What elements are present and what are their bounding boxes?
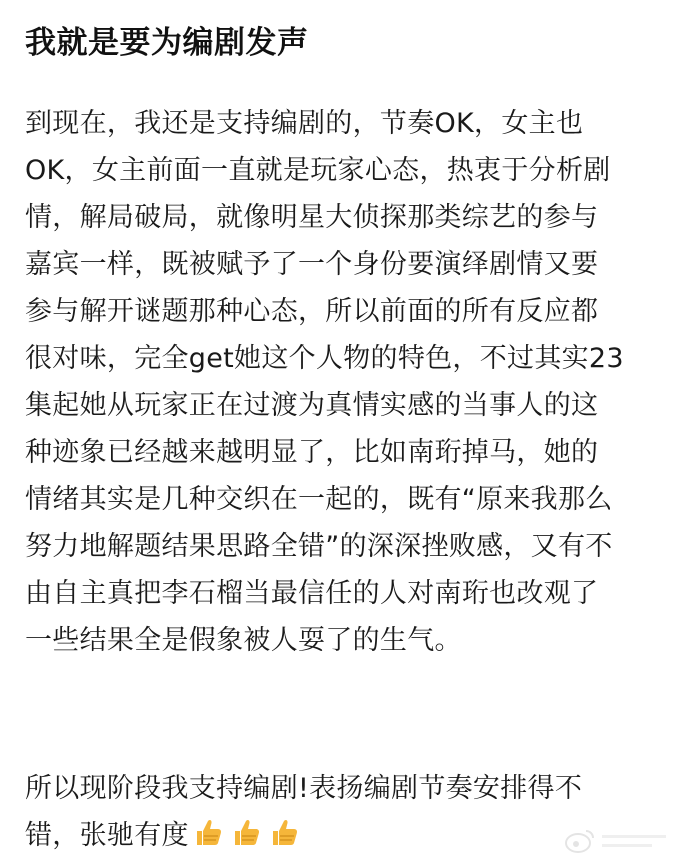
paragraph-line: 一些结果全是假象被人耍了的生气。 [25,625,462,656]
thumbs-up-emoji-group [191,816,305,865]
thumbs-up-icon [267,816,301,850]
paragraph-line: 很对味，完全get她这个人物的特色，不过其实23 [25,343,624,374]
paragraph-line: 努力地解题结果思路全错”的深深挫败感，又有不 [25,531,613,562]
thumbs-up-icon [229,816,263,850]
paragraph-line: 集起她从玩家正在过渡为真情实感的当事人的这 [25,390,599,421]
paragraph-line: 参与解开谜题那种心态，所以前面的所有反应都 [25,296,599,327]
post-title: 我就是要为编剧发声 [25,25,309,61]
paragraph-line: 嘉宾一样，既被赋予了一个身份要演绎剧情又要 [25,249,599,280]
post-paragraph-1 [25,100,675,664]
paragraph-line: 情绪其实是几种交织在一起的，既有“原来我那么 [25,484,613,515]
thumbs-up-icon [191,816,225,850]
weibo-watermark-icon [562,825,672,857]
paragraph-line: 种迹象已经越来越明显了，比如南珩掉马，她的 [25,437,599,468]
paragraph-line: OK，女主前面一直就是玩家心态，热衷于分析剧 [25,155,611,186]
paragraph-line: 情，解局破局，就像明星大侦探那类综艺的参与 [25,202,599,233]
paragraph-line: 由自主真把李石榴当最信任的人对南珩也改观了 [25,578,599,609]
paragraph-line: 所以现阶段我支持编剧!表扬编剧节奏安排得不 [25,773,583,804]
paragraph-line: 到现在，我还是支持编剧的，节奏OK，女主也 [25,108,584,139]
paragraph-line-text: 错，张驰有度 [25,820,189,851]
